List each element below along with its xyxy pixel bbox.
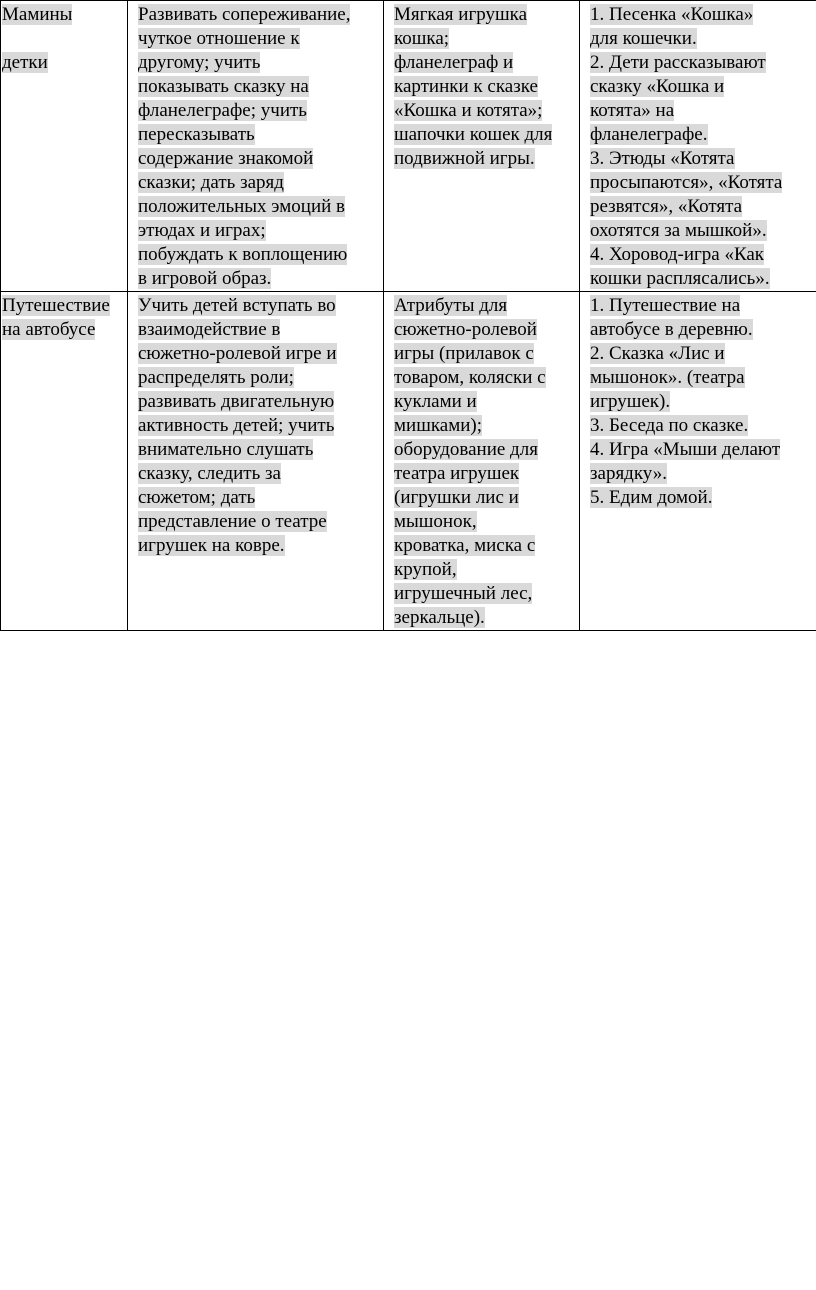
cell-line: оборудование для: [394, 439, 538, 460]
cell-line: крупой,: [394, 559, 457, 580]
cell-line: зеркальце).: [394, 607, 485, 628]
materials-cell: [384, 1, 580, 292]
cell-line: шапочки кошек для: [394, 124, 553, 145]
cell-line: «Кошка и котята»;: [394, 100, 543, 121]
cell-line: 1. Путешествие на: [590, 295, 741, 316]
cell-line: фланелеграфе.: [590, 124, 708, 145]
cell-line: охотятся за мышкой».: [590, 220, 767, 241]
cell-line: сказку, следить за: [138, 463, 281, 484]
cell-line: 2. Сказка «Лис и: [590, 343, 725, 364]
cell-line: подвижной игры.: [394, 148, 535, 169]
cell-line: 2. Дети рассказывают: [590, 52, 766, 73]
cell-line: кроватка, миска с: [394, 535, 536, 556]
cell-line: Путешествие: [2, 295, 110, 316]
cell-line: сказки; дать заряд: [138, 172, 284, 193]
cell-line: 1. Песенка «Кошка»: [590, 4, 754, 25]
cell-line: содержание знакомой: [138, 148, 314, 169]
cell-line: 3. Беседа по сказке.: [590, 415, 749, 436]
table-row: [1, 292, 816, 631]
cell-line: взаимодействие в: [138, 319, 281, 340]
cell-line: фланелеграф и: [394, 52, 514, 73]
cell-line: активность детей; учить: [138, 415, 335, 436]
cell-line: кошка;: [394, 28, 450, 49]
cell-line: 4. Хоровод-игра «Как: [590, 244, 765, 265]
cell-line: мишками);: [394, 415, 482, 436]
cell-line: сюжетно-ролевой игре и: [138, 343, 337, 364]
cell-line: игрушек).: [590, 391, 671, 412]
cell-line: 4. Игра «Мыши делают: [590, 439, 781, 460]
cell-line: в игровой образ.: [138, 268, 272, 289]
cell-line-blank: [2, 27, 125, 51]
cell-line: сказку «Кошка и: [590, 76, 725, 97]
cell-line: для кошечки.: [590, 28, 697, 49]
cell-line: пересказывать: [138, 124, 255, 145]
cell-line: внимательно слушать: [138, 439, 314, 460]
activities-cell: [580, 1, 816, 292]
cell-line: Развивать сопереживание,: [138, 4, 351, 25]
materials-cell: [384, 292, 580, 631]
cell-line: показывать сказку на: [138, 76, 309, 97]
table-row: [1, 1, 816, 292]
goals-cell: [128, 1, 384, 292]
topic-cell: [1, 1, 128, 292]
cell-line: кошки расплясались».: [590, 268, 770, 289]
cell-line: игрушечный лес,: [394, 583, 533, 604]
cell-line: Мягкая игрушка: [394, 4, 528, 25]
cell-line: сюжетом; дать: [138, 487, 256, 508]
cell-line: фланелеграфе; учить: [138, 100, 307, 121]
cell-line: развивать двигательную: [138, 391, 335, 412]
cell-line: Атрибуты для: [394, 295, 508, 316]
topic-cell: [1, 292, 128, 631]
cell-line: представление о театре: [138, 511, 327, 532]
cell-line: игры (прилавок с: [394, 343, 534, 364]
lesson-plan-table: [0, 0, 816, 631]
cell-line: игрушек на ковре.: [138, 535, 285, 556]
cell-line: мышонок,: [394, 511, 477, 532]
cell-line: резвятся», «Котята: [590, 196, 743, 217]
cell-line: чуткое отношение к: [138, 28, 300, 49]
cell-line: просыпаются», «Котята: [590, 172, 783, 193]
cell-line: 5. Едим домой.: [590, 487, 713, 508]
cell-line: этюдах и играх;: [138, 220, 266, 241]
cell-line: 3. Этюды «Котята: [590, 148, 735, 169]
cell-line: (игрушки лис и: [394, 487, 519, 508]
activities-cell: [580, 292, 816, 631]
cell-line: сюжетно-ролевой: [394, 319, 537, 340]
goals-cell: [128, 292, 384, 631]
cell-line: распределять роли;: [138, 367, 294, 388]
cell-line: автобусе в деревню.: [590, 319, 753, 340]
cell-line: побуждать к воплощению: [138, 244, 348, 265]
cell-line: Мамины: [2, 4, 73, 25]
cell-line: театра игрушек: [394, 463, 520, 484]
cell-line: котята» на: [590, 100, 675, 121]
cell-line: куклами и: [394, 391, 477, 412]
cell-line: детки: [2, 52, 48, 73]
cell-line: товаром, коляски с: [394, 367, 546, 388]
cell-line: зарядку».: [590, 463, 668, 484]
cell-line: мышонок». (театра: [590, 367, 745, 388]
cell-line: другому; учить: [138, 52, 261, 73]
cell-line: картинки к сказке: [394, 76, 538, 97]
cell-line: положительных эмоций в: [138, 196, 346, 217]
cell-line: на автобусе: [2, 319, 96, 340]
cell-line: Учить детей вступать во: [138, 295, 336, 316]
